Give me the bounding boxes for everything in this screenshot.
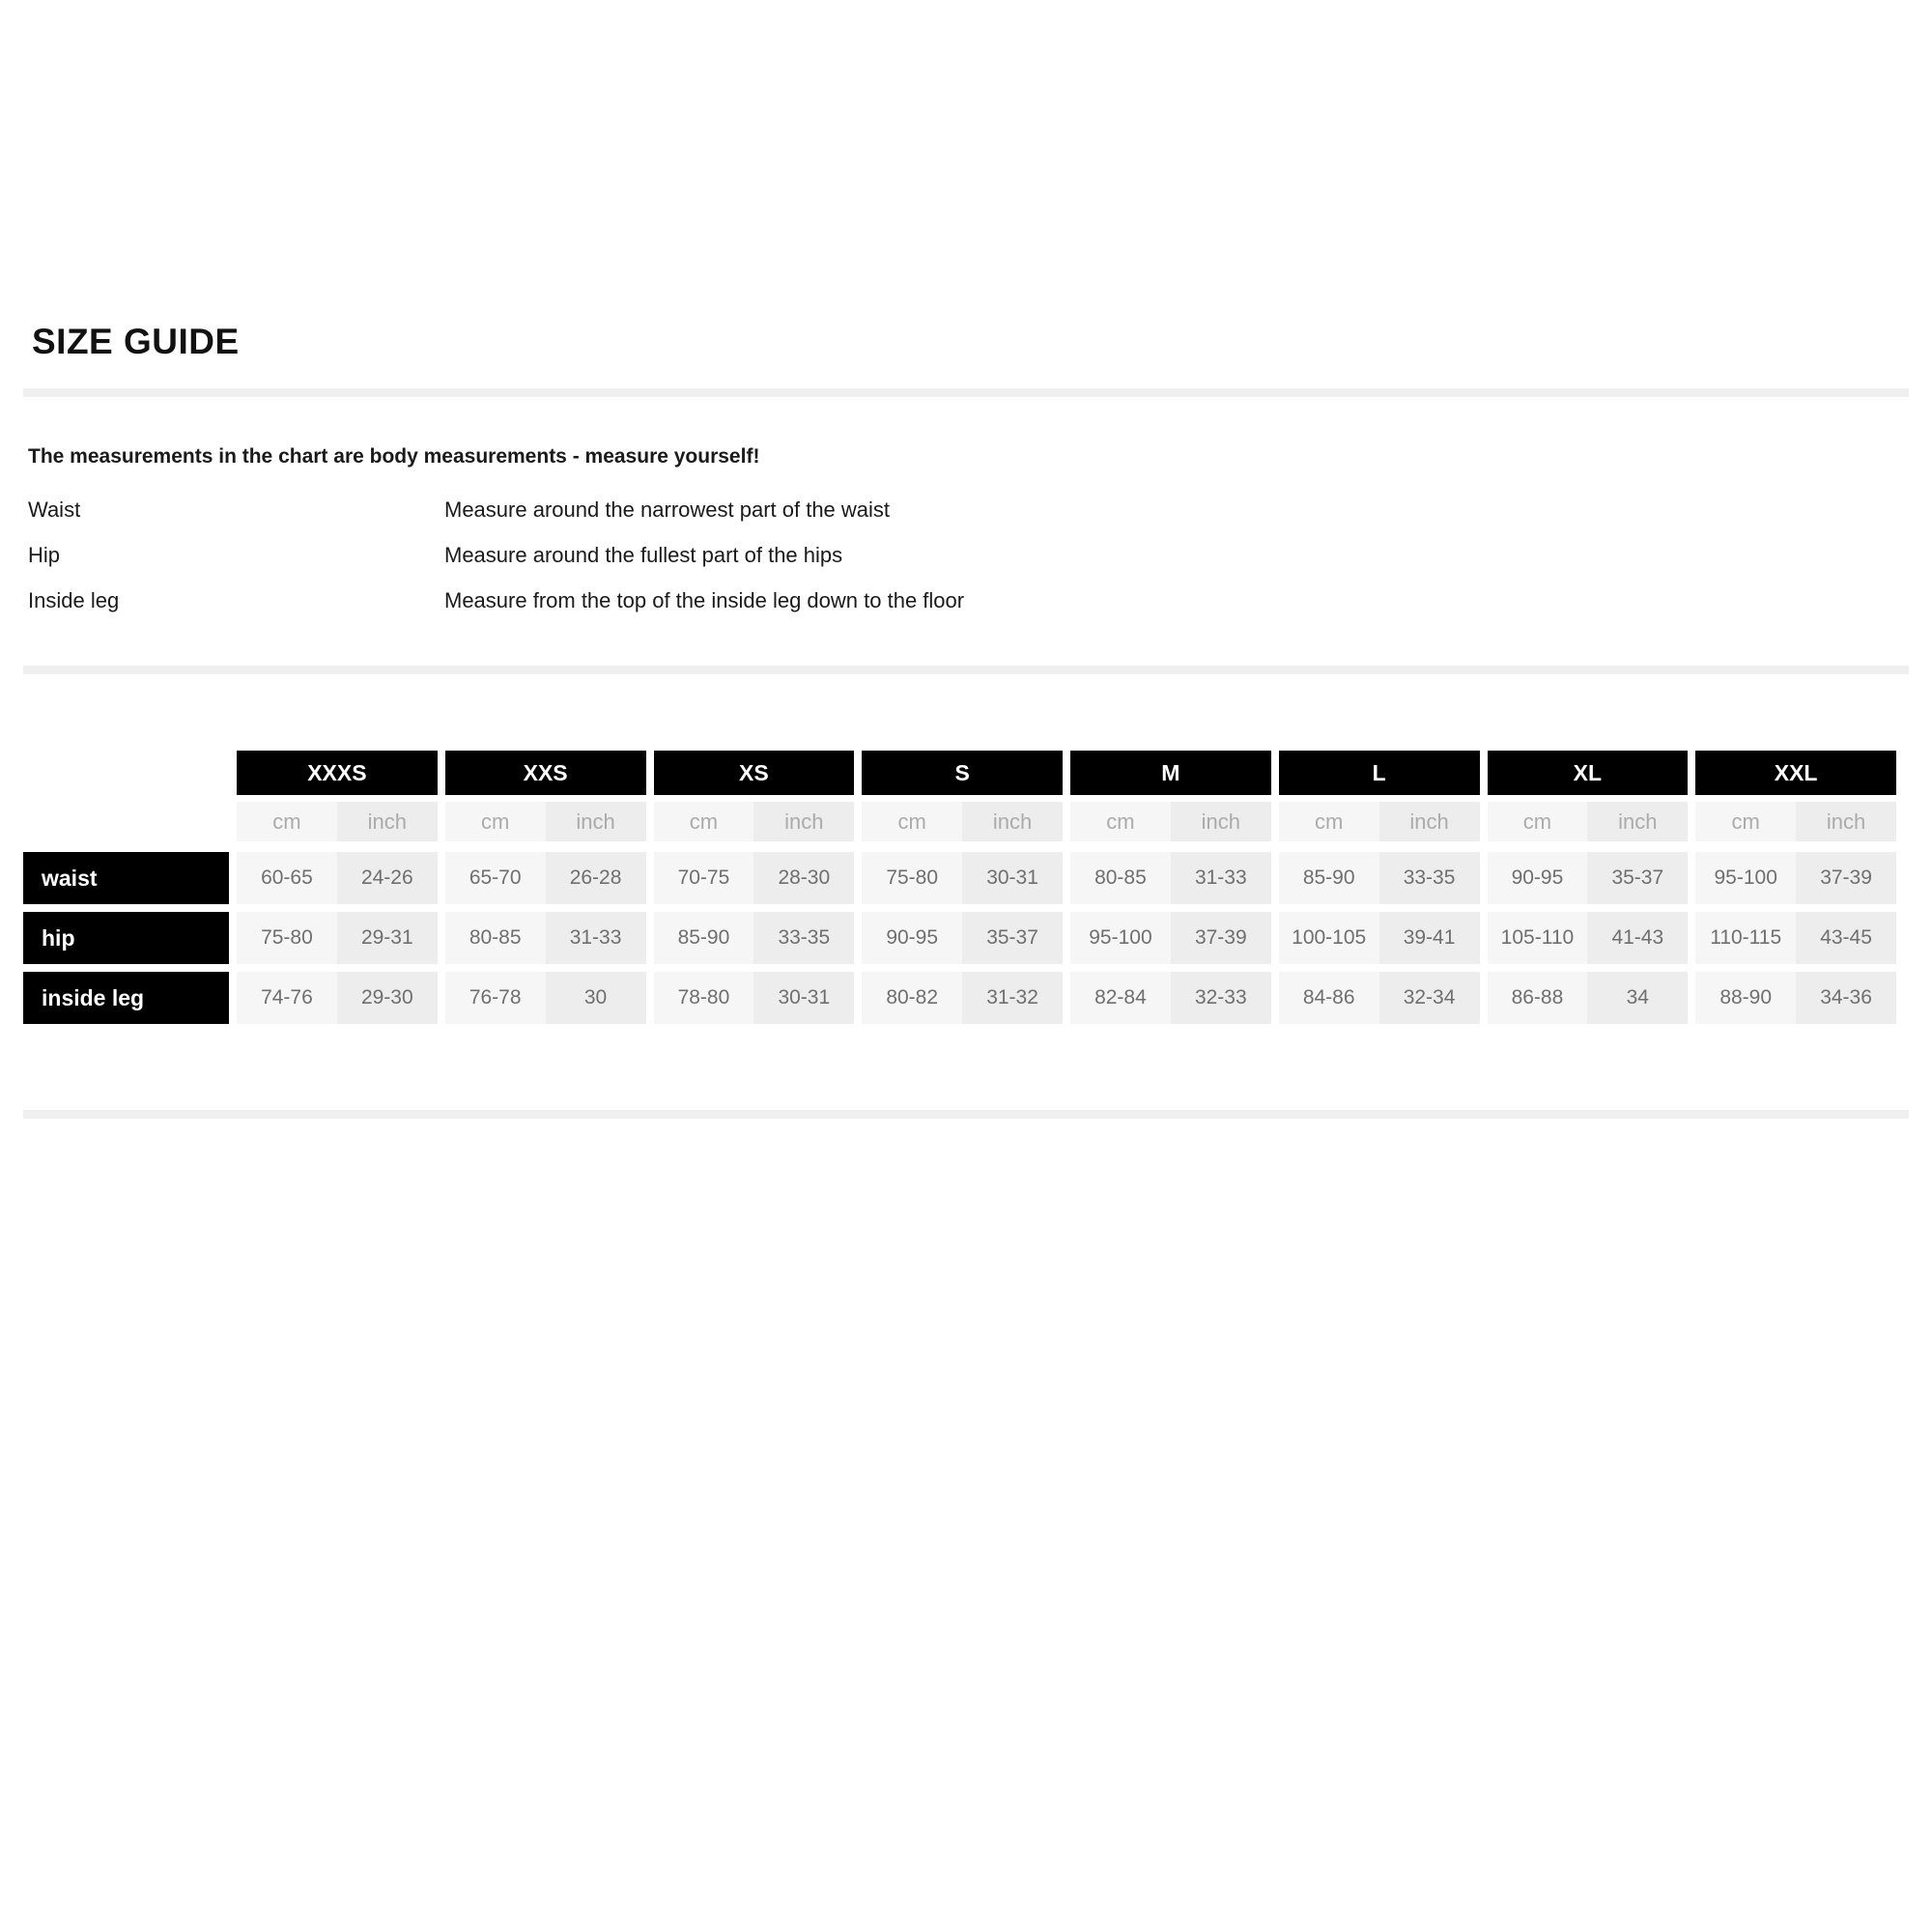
- measurement-pair: [1488, 972, 1689, 1024]
- measurement-cell-cm: 65-70: [445, 852, 546, 904]
- size-column-header: L: [1279, 751, 1480, 795]
- size-column-header: XXXS: [237, 751, 438, 795]
- measurement-cell-inch: 37-39: [1796, 852, 1896, 904]
- measurement-cell-cm: 85-90: [654, 912, 754, 964]
- measurement-cell-inch: 30: [546, 972, 646, 1024]
- size-column-header: XXS: [445, 751, 646, 795]
- measurement-cell-cm: 74-76: [237, 972, 337, 1024]
- corner-spacer: [23, 751, 229, 795]
- measurement-cell-inch: 29-31: [337, 912, 438, 964]
- measurement-pair: [237, 972, 438, 1024]
- unit-header-row: [23, 802, 1896, 841]
- measurement-cell-inch: 41-43: [1587, 912, 1688, 964]
- measurement-cell-cm: 60-65: [237, 852, 337, 904]
- definition-term: Inside leg: [28, 588, 120, 613]
- measurement-pair: [862, 852, 1063, 904]
- measurement-pair: [1070, 912, 1271, 964]
- measurement-cell-inch: 29-30: [337, 972, 438, 1024]
- definition-row: [23, 499, 1909, 521]
- measurement-pair: [654, 912, 855, 964]
- measurement-pair: [237, 852, 438, 904]
- measurement-cell-cm: 90-95: [862, 912, 962, 964]
- measurement-cell-inch: 30-31: [753, 972, 854, 1024]
- row-label: inside leg: [23, 972, 229, 1024]
- measurement-cell-inch: 24-26: [337, 852, 438, 904]
- measurement-cell-cm: 70-75: [654, 852, 754, 904]
- divider: [23, 666, 1909, 674]
- measurement-cell-cm: 105-110: [1488, 912, 1588, 964]
- measurement-cell-inch: 35-37: [1587, 852, 1688, 904]
- unit-pair: [1488, 802, 1689, 841]
- measurement-cell-inch: 37-39: [1171, 912, 1271, 964]
- unit-header-cm: cm: [1488, 802, 1588, 841]
- measurement-pair: [1070, 852, 1271, 904]
- measurement-cell-cm: 95-100: [1070, 912, 1171, 964]
- unit-pair: [862, 802, 1063, 841]
- unit-header-cm: cm: [654, 802, 754, 841]
- row-label: waist: [23, 852, 229, 904]
- size-table: [23, 751, 1896, 1024]
- measurement-cell-inch: 34: [1587, 972, 1688, 1024]
- size-column-header: XL: [1488, 751, 1689, 795]
- measurement-pair: [654, 972, 855, 1024]
- measurement-cell-inch: 34-36: [1796, 972, 1896, 1024]
- measurement-definitions: [23, 499, 1909, 611]
- measurement-pair: [654, 852, 855, 904]
- measurement-cell-inch: 43-45: [1796, 912, 1896, 964]
- measurement-pair: [445, 852, 646, 904]
- definition-term: Waist: [28, 497, 81, 523]
- unit-header-cm: cm: [862, 802, 962, 841]
- measurement-pair: [445, 912, 646, 964]
- unit-pair: [237, 802, 438, 841]
- measurement-pair: [862, 972, 1063, 1024]
- measurement-cell-inch: 39-41: [1379, 912, 1480, 964]
- size-column-header: S: [862, 751, 1063, 795]
- measurement-cell-cm: 75-80: [237, 912, 337, 964]
- unit-header-inch: inch: [337, 802, 438, 841]
- measurement-pair: [1695, 852, 1896, 904]
- intro-heading: The measurements in the chart are body measurements - measure yourself!: [28, 445, 760, 468]
- measurement-pair: [237, 912, 438, 964]
- measurement-cell-cm: 75-80: [862, 852, 962, 904]
- measurement-pair: [1070, 972, 1271, 1024]
- table-row: [23, 972, 1896, 1024]
- measurement-cell-inch: 33-35: [1379, 852, 1480, 904]
- table-row: [23, 912, 1896, 964]
- unit-pair: [1070, 802, 1271, 841]
- definition-term: Hip: [28, 543, 61, 568]
- unit-header-cm: cm: [1695, 802, 1796, 841]
- size-column-header: M: [1070, 751, 1271, 795]
- measurement-pair: [1279, 972, 1480, 1024]
- unit-header-inch: inch: [546, 802, 646, 841]
- measurement-cell-inch: 33-35: [753, 912, 854, 964]
- unit-header-inch: inch: [1796, 802, 1896, 841]
- measurement-pair: [1488, 852, 1689, 904]
- measurement-cell-cm: 90-95: [1488, 852, 1588, 904]
- measurement-cell-inch: 32-33: [1171, 972, 1271, 1024]
- unit-header-inch: inch: [1379, 802, 1480, 841]
- measurement-cell-cm: 80-85: [1070, 852, 1171, 904]
- page-title: SIZE GUIDE: [32, 322, 240, 361]
- size-header-row: [23, 751, 1896, 795]
- divider: [23, 1110, 1909, 1119]
- measurement-cell-cm: 86-88: [1488, 972, 1588, 1024]
- measurement-cell-inch: 30-31: [962, 852, 1063, 904]
- measurement-cell-cm: 80-85: [445, 912, 546, 964]
- measurement-pair: [1695, 912, 1896, 964]
- definition-row: [23, 545, 1909, 566]
- measurement-pair: [862, 912, 1063, 964]
- measurement-cell-inch: 26-28: [546, 852, 646, 904]
- measurement-cell-inch: 31-33: [546, 912, 646, 964]
- measurement-cell-cm: 78-80: [654, 972, 754, 1024]
- measurement-cell-inch: 32-34: [1379, 972, 1480, 1024]
- measurement-cell-inch: 31-33: [1171, 852, 1271, 904]
- unit-header-cm: cm: [1279, 802, 1379, 841]
- measurement-cell-inch: 28-30: [753, 852, 854, 904]
- unit-header-inch: inch: [962, 802, 1063, 841]
- measurement-pair: [1695, 972, 1896, 1024]
- measurement-cell-inch: 31-32: [962, 972, 1063, 1024]
- unit-pair: [445, 802, 646, 841]
- measurement-pair: [1279, 852, 1480, 904]
- size-column-header: XS: [654, 751, 855, 795]
- divider: [23, 388, 1909, 397]
- unit-pair: [1279, 802, 1480, 841]
- unit-header-cm: cm: [1070, 802, 1171, 841]
- measurement-cell-cm: 76-78: [445, 972, 546, 1024]
- unit-header-inch: inch: [753, 802, 854, 841]
- corner-spacer: [23, 802, 229, 841]
- table-row: [23, 852, 1896, 904]
- measurement-pair: [445, 972, 646, 1024]
- measurement-cell-cm: 110-115: [1695, 912, 1796, 964]
- measurement-cell-cm: 84-86: [1279, 972, 1379, 1024]
- measurement-pair: [1279, 912, 1480, 964]
- measurement-cell-cm: 100-105: [1279, 912, 1379, 964]
- definition-description: Measure from the top of the inside leg down to the floor: [444, 588, 965, 613]
- measurement-cell-inch: 35-37: [962, 912, 1063, 964]
- measurement-cell-cm: 88-90: [1695, 972, 1796, 1024]
- measurement-cell-cm: 85-90: [1279, 852, 1379, 904]
- measurement-pair: [1488, 912, 1689, 964]
- unit-header-inch: inch: [1587, 802, 1688, 841]
- definition-description: Measure around the narrowest part of the waist: [444, 497, 891, 523]
- unit-header-cm: cm: [237, 802, 337, 841]
- measurement-cell-cm: 80-82: [862, 972, 962, 1024]
- definition-row: [23, 590, 1909, 611]
- unit-pair: [654, 802, 855, 841]
- measurement-cell-cm: 95-100: [1695, 852, 1796, 904]
- unit-header-cm: cm: [445, 802, 546, 841]
- unit-header-inch: inch: [1171, 802, 1271, 841]
- definition-description: Measure around the fullest part of the hips: [444, 543, 843, 568]
- measurement-cell-cm: 82-84: [1070, 972, 1171, 1024]
- unit-pair: [1695, 802, 1896, 841]
- row-label: hip: [23, 912, 229, 964]
- size-column-header: XXL: [1695, 751, 1896, 795]
